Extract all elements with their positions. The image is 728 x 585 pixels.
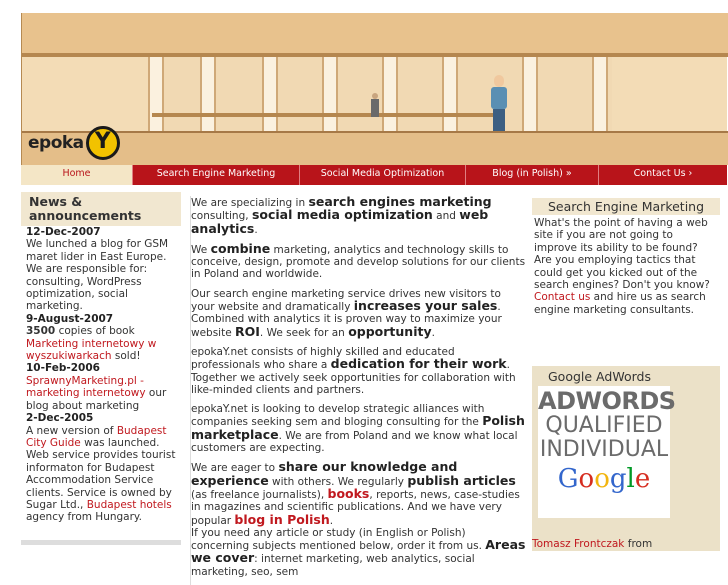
news-text-part: our blog about marketing — [26, 387, 167, 412]
news-text-part: A new version of — [26, 424, 117, 437]
news-item — [21, 313, 181, 363]
highlight: ROI — [235, 323, 260, 339]
news-text — [26, 375, 176, 412]
banner-column — [200, 57, 216, 137]
team-paragraph — [191, 346, 526, 396]
highlight: increases your sales — [353, 298, 498, 314]
banner-column — [262, 57, 278, 137]
news-link-city-guide[interactable]: Budapest City Guide — [26, 424, 167, 449]
news-item — [21, 362, 181, 412]
highlight: Areas we cover — [191, 537, 526, 566]
adwords-title: Google AdWords — [548, 369, 651, 384]
text: and — [432, 210, 460, 223]
combine-paragraph — [191, 240, 526, 281]
nav-social-media-optimization[interactable]: Social Media Optimization — [300, 165, 466, 185]
banner-column — [592, 57, 608, 137]
news-link-blog[interactable]: SprawnyMarketing.pl - marketing internetowy — [26, 374, 146, 400]
logo-text: epoka — [28, 133, 84, 153]
highlight: search engines marketing — [308, 194, 492, 209]
news-text-part: copies of book — [55, 325, 135, 338]
banner-column — [522, 57, 538, 137]
highlight: social media optimization — [251, 207, 433, 223]
contact-us-link[interactable]: Contact us — [534, 291, 591, 304]
text: . We are from Poland and we know what local customers are expecting. — [191, 429, 518, 455]
news-sidebar — [21, 192, 181, 545]
news-date: 2-Dec-2005 — [26, 412, 94, 425]
google-letter: e — [634, 464, 651, 494]
books-link[interactable]: books — [327, 485, 370, 501]
highlight: Polish marketplace — [191, 413, 525, 442]
text: . — [431, 326, 435, 339]
news-text: We lunched a blog for GSM maret lider in East Europe. We are responsible for: consulting, WordPress optimization, social marketing. — [26, 238, 169, 313]
highlight: dedication for their work — [330, 356, 507, 372]
adwords-qualified-badge[interactable] — [538, 386, 676, 518]
text: marketing, analytics and technology skills to conceive, design, promote and develop solutions for our clients in Poland and worldwide. — [191, 243, 526, 281]
text: consulting, — [191, 210, 252, 223]
nav-contact[interactable]: Contact Us › — [633, 168, 693, 179]
highlight: opportunity — [348, 323, 432, 339]
news-text-part: agency from Hungary. — [26, 511, 142, 524]
text: We are eager to — [191, 462, 279, 475]
banner-column — [322, 57, 338, 137]
google-letter: o — [594, 464, 610, 494]
news-item — [21, 226, 181, 313]
highlight: combine — [210, 240, 271, 256]
badge-adwords: ADWORDS — [538, 387, 676, 415]
highlight: publish articles — [407, 472, 516, 488]
text: . Together we actively seek opportunities for collaboration with like-minded clients and partners. — [191, 359, 516, 396]
alliances-paragraph — [191, 403, 526, 454]
badge-qualified: QUALIFIED — [545, 413, 663, 438]
header-banner — [21, 13, 727, 165]
banner-column — [382, 57, 398, 137]
sidebar-bottom-bar — [21, 540, 181, 545]
text: . — [254, 223, 258, 236]
main-content — [190, 196, 526, 585]
text: If you need any article or study (in English or Polish) concerning subjects mentioned below, order it from us. — [191, 526, 486, 553]
text: (as freelance journalists), — [191, 488, 328, 501]
banner-floor-line — [22, 131, 728, 133]
highlight: share our knowledge and experience — [191, 459, 458, 488]
nav-home[interactable]: Home — [21, 165, 133, 185]
news-bold: 3500 — [26, 325, 56, 338]
banner-column — [442, 57, 458, 137]
right-sidebar — [532, 198, 720, 550]
text: epokaY.net is looking to develop strategic alliances with companies seeking sem and bloging consulting for the — [191, 403, 485, 429]
adwords-box — [532, 366, 720, 551]
sem-paragraph — [191, 288, 526, 339]
blog-polish-link[interactable]: blog in Polish — [234, 511, 330, 527]
adwords-footer — [532, 538, 652, 550]
nav-blog[interactable]: Blog (in Polish) » — [466, 165, 599, 185]
banner-rail — [152, 113, 502, 117]
text: : internet marketing, web analytics, social marketing, seo, sem — [191, 553, 475, 578]
banner-person-illustration — [490, 75, 508, 131]
text: epokaY.net consists of highly skilled and educated professionals who share a — [191, 345, 455, 372]
google-letter: g — [609, 464, 627, 494]
text: We — [191, 243, 211, 256]
main-nav — [21, 165, 727, 185]
text: . — [329, 514, 334, 527]
google-logo — [538, 464, 670, 494]
sem-box-text — [532, 215, 720, 318]
text: What's the point of having a web site if you are not going to improve its ability to be found? Are you employing tactics that could get you kicked out of the search engines? Don't you know? — [534, 217, 710, 292]
knowledge-paragraph — [191, 461, 526, 526]
text: , reports, news, case-studies in magazines and scientific publications. And we have very popular — [191, 488, 520, 527]
site-logo[interactable] — [28, 126, 120, 160]
nav-search-engine-marketing[interactable]: Search Engine Marketing — [133, 165, 300, 185]
banner-ceiling — [22, 13, 728, 53]
news-title: News & announcements — [21, 192, 181, 226]
badge-individual: INDIVIDUAL — [539, 437, 669, 462]
news-text-part: was launched. Web service provides tourist informaton for Budapest Accommodation Service clients. Service is owned by Sugar Ltd., — [26, 436, 176, 511]
sem-box-title: Search Engine Marketing — [532, 198, 720, 215]
news-text-part: sold! — [111, 350, 141, 363]
banner-person-small-illustration — [371, 93, 379, 117]
news-date: 10-Feb-2006 — [26, 362, 100, 375]
text: Our search engine marketing service drives new visitors to your website and dramatically — [191, 287, 501, 314]
person-link[interactable]: Tomasz Frontczak — [532, 538, 625, 550]
google-letter: G — [557, 464, 579, 494]
order-paragraph — [191, 527, 526, 578]
highlight: web analytics — [191, 207, 489, 236]
intro-paragraph — [191, 196, 526, 236]
text: We are specializing in — [191, 197, 309, 209]
text: . Combined with analytics it is proven way to maximize your website — [191, 301, 502, 339]
banner-column — [148, 57, 164, 137]
banner-floor — [22, 131, 728, 165]
text: from — [624, 538, 653, 550]
news-link-hotels[interactable]: Budapest hotels — [86, 498, 172, 511]
logo-badge: Y — [86, 126, 120, 160]
news-link-book[interactable]: Marketing internetowy w wyszukiwarkach — [26, 337, 157, 363]
text: . We seek for an — [259, 326, 349, 339]
news-date: 9-August-2007 — [26, 312, 114, 325]
text: and hire us as search engine marketing consultants. — [534, 291, 706, 316]
google-letter: o — [578, 464, 595, 494]
text: with others. We regularly — [268, 475, 408, 488]
news-item — [21, 412, 181, 524]
news-text — [26, 325, 176, 362]
google-letter: l — [626, 464, 635, 494]
news-text — [26, 425, 176, 524]
news-date: 12-Dec-2007 — [26, 226, 101, 238]
